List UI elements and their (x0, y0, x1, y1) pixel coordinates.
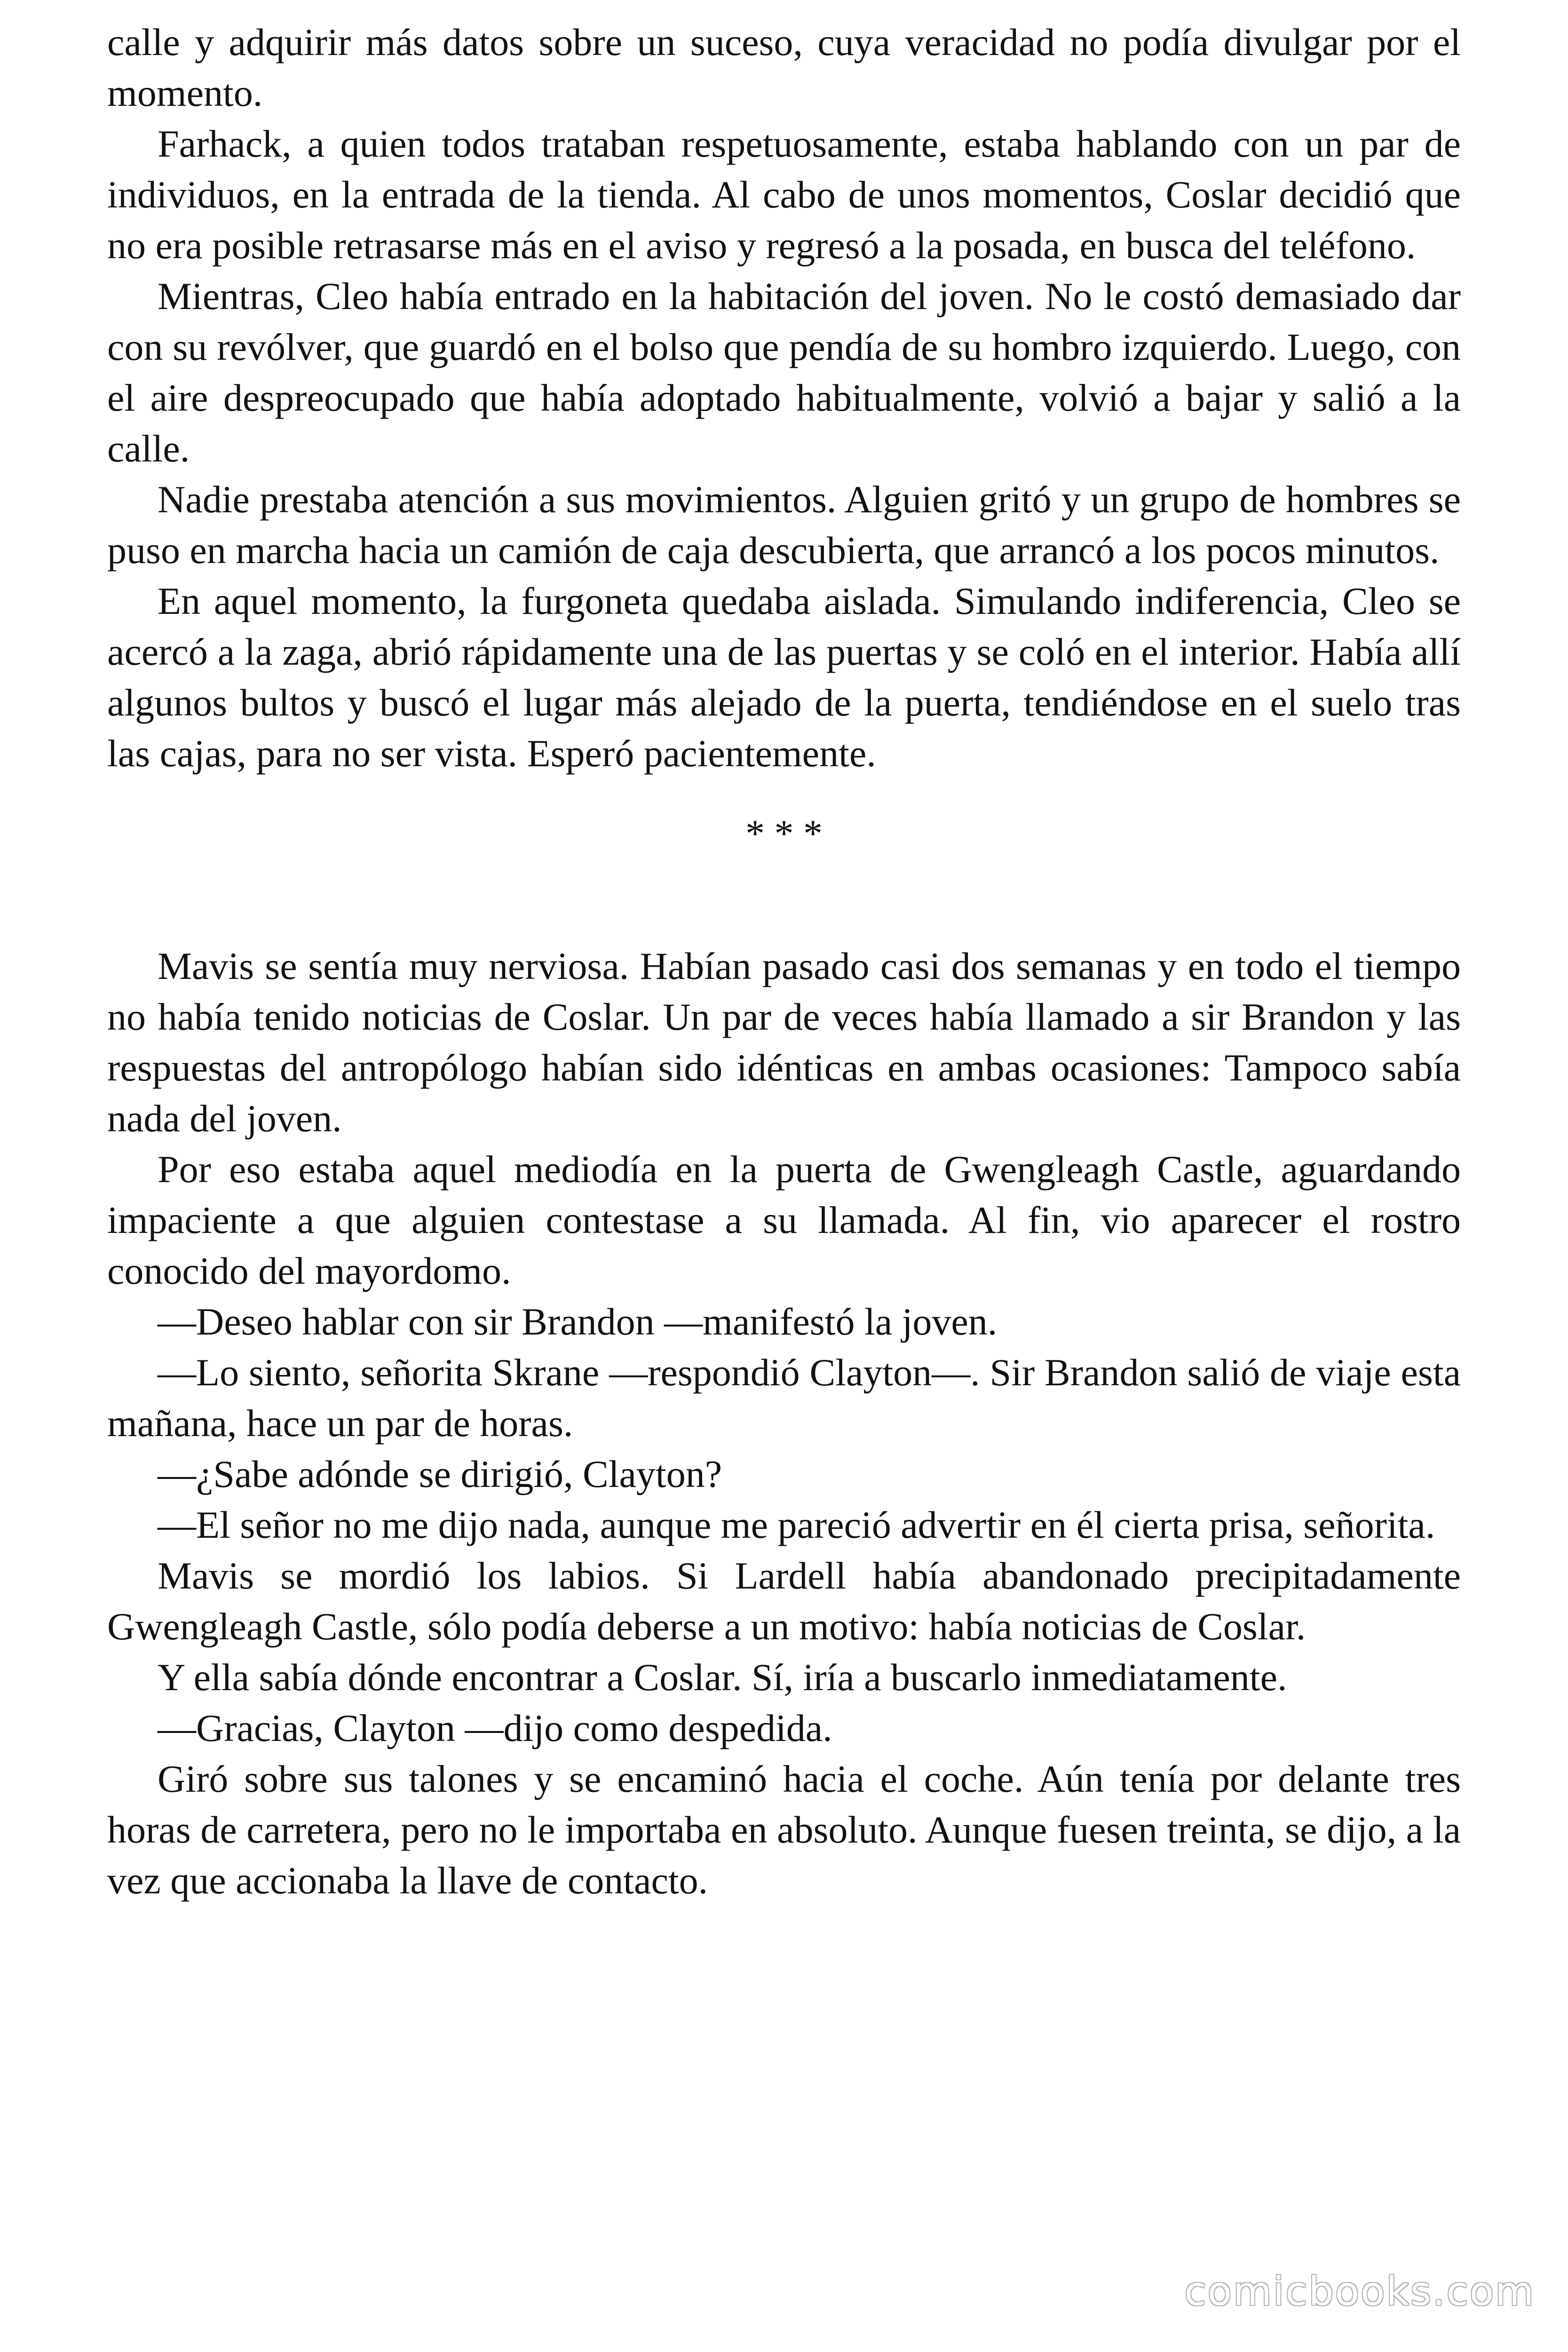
paragraph: Nadie prestaba atención a sus movimientos. Alguien gritó y un grupo de hombres se puso en marcha hacia un camión de caja descubierta, que arrancó a los pocos minutos. (107, 478, 1461, 572)
paragraph: Giró sobre sus talones y se encaminó hacia el coche. Aún tenía por delante tres horas de carretera, pero no le importaba en absoluto. Aunque fuesen treinta, se dijo, a la vez que accionaba la llave de contacto. (107, 1757, 1461, 1902)
paragraph: Mientras, Cleo había entrado en la habitación del joven. No le costó demasiado dar con su revólver, que guardó en el bolso que pendía de su hombro izquierdo. Luego, con el aire despreocupado que había adoptado habitualmente, volvió a bajar y salió a la calle. (107, 275, 1461, 470)
paragraph: Por eso estaba aquel mediodía en la puerta de Gwengleagh Castle, aguardando impaciente a que alguien contestase a su llamada. Al fin, vio aparecer el rostro conocido del mayordomo. (107, 1148, 1461, 1292)
paragraph: calle y adquirir más datos sobre un suceso, cuya veracidad no podía divulgar por el momento. (107, 21, 1461, 114)
dialogue-line: —¿Sabe adónde se dirigió, Clayton? (158, 1453, 722, 1495)
dialogue-line: —Deseo hablar con sir Brandon —manifestó la joven. (158, 1300, 998, 1343)
paragraph: Mavis se mordió los labios. Si Lardell había abandonado precipitadamente Gwengleagh Castle, sólo podía deberse a un motivo: había noticias de Coslar. (107, 1554, 1461, 1648)
section-break (107, 779, 1461, 941)
dialogue-line: —Lo siento, señorita Skrane —respondió Clayton—. Sir Brandon salió de viaje esta mañana, hace un par de horas. (107, 1351, 1461, 1445)
watermark: comicbooks.com (1184, 2268, 1535, 2314)
dialogue-line: —El señor no me dijo nada, aunque me pareció advertir en él cierta prisa, señorita. (158, 1503, 1435, 1546)
dialogue-line: —Gracias, Clayton —dijo como despedida. (158, 1707, 832, 1749)
paragraph: En aquel momento, la furgoneta quedaba aislada. Simulando indiferencia, Cleo se acercó a la zaga, abrió rápidamente una de las puertas y se coló en el interior. Había allí algunos bultos y buscó el lugar más alejado de la puerta, tendiéndose en el suelo tras las cajas, para no ser vista. Esperó pacientemente. (107, 580, 1461, 775)
paragraph: Farhack, a quien todos trataban respetuosamente, estaba hablando con un par de individuos, en la entrada de la tienda. Al cabo de unos momentos, Coslar decidió que no era posible retrasarse más en el aviso y regresó a la posada, en busca del teléfono. (107, 122, 1461, 267)
paragraph: Mavis se sentía muy nerviosa. Habían pasado casi dos semanas y en todo el tiempo no había tenido noticias de Coslar. Un par de veces había llamado a sir Brandon y las respuestas del antropólogo habían sido idénticas en ambas ocasiones: Tampoco sabía nada del joven. (107, 945, 1461, 1140)
paragraph: Y ella sabía dónde encontrar a Coslar. Sí, iría a buscarlo inmediatamente. (158, 1656, 1287, 1699)
page-body (107, 17, 1461, 1906)
section-break-asterisks: * * * (745, 812, 823, 855)
